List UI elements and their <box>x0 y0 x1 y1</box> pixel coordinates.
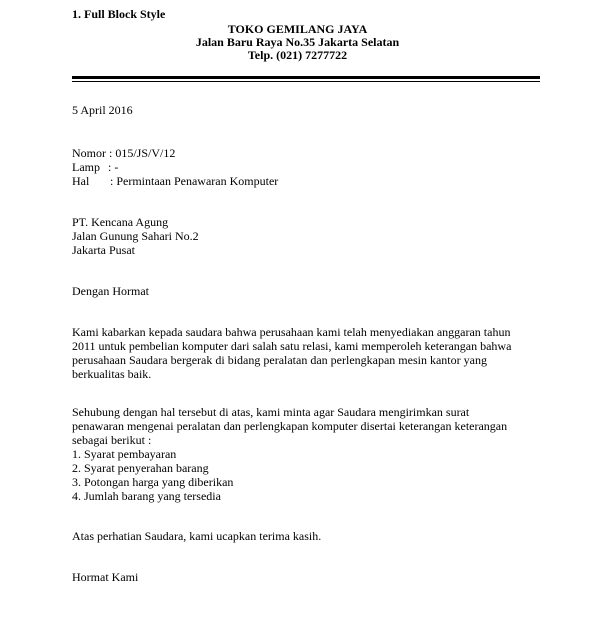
salutation: Dengan Hormat <box>72 284 149 298</box>
recipient-city: Jakarta Pusat <box>72 243 135 257</box>
page-heading: 1. Full Block Style <box>72 7 166 21</box>
meta-lamp-label: Lamp <box>72 160 100 174</box>
meta-hal-value: : Permintaan Penawaran Komputer <box>110 174 279 188</box>
list-item: 2. Syarat penyerahan barang <box>72 461 209 475</box>
meta-nomor <box>72 146 175 160</box>
paragraph1-line: berkualitas baik. <box>72 367 152 381</box>
meta-hal-label: Hal <box>72 174 90 188</box>
paragraph2-line: Sehubung dengan hal tersebut di atas, kami minta agar Saudara mengirimkan surat <box>72 405 470 419</box>
letterhead-address: Jalan Baru Raya No.35 Jakarta Selatan <box>195 35 400 49</box>
meta-nomor-label: Nomor <box>72 146 106 160</box>
letterhead-phone: Telp. (021) 7277722 <box>247 48 348 62</box>
letter-date: 5 April 2016 <box>72 103 133 117</box>
meta-lamp <box>72 160 118 174</box>
meta-lamp-value: : - <box>108 160 119 174</box>
recipient-street: Jalan Gunung Sahari No.2 <box>72 229 199 243</box>
letterhead-company: TOKO GEMILANG JAYA <box>227 22 368 36</box>
meta-hal <box>72 174 278 188</box>
letterhead-divider-thick <box>72 76 540 79</box>
list-item: 4. Jumlah barang yang tersedia <box>72 489 221 503</box>
list-item: 1. Syarat pembayaran <box>72 447 177 461</box>
paragraph2-line: penawaran mengenai peralatan dan perlengkapan komputer disertai keterangan keterangan <box>72 419 508 433</box>
closing-paragraph: Atas perhatian Saudara, kami ucapkan terima kasih. <box>72 529 322 543</box>
paragraph1-line: 2011 untuk pembelian komputer dari salah satu relasi, kami memperoleh keterangan bahwa <box>72 339 512 353</box>
meta-nomor-value: : 015/JS/V/12 <box>109 146 176 160</box>
list-item: 3. Potongan harga yang diberikan <box>72 475 234 489</box>
closing-signoff: Hormat Kami <box>72 570 139 584</box>
paragraph1-line: perusahaan Saudara bergerak di bidang peralatan dan perlengkapan mesin kantor yang <box>72 353 487 367</box>
letterhead-divider-thin <box>72 81 540 82</box>
paragraph1-line: Kami kabarkan kepada saudara bahwa perusahaan kami telah menyediakan anggaran tahun <box>72 325 511 339</box>
paragraph2-line: sebagai berikut : <box>72 433 152 447</box>
recipient-name: PT. Kencana Agung <box>72 215 169 229</box>
